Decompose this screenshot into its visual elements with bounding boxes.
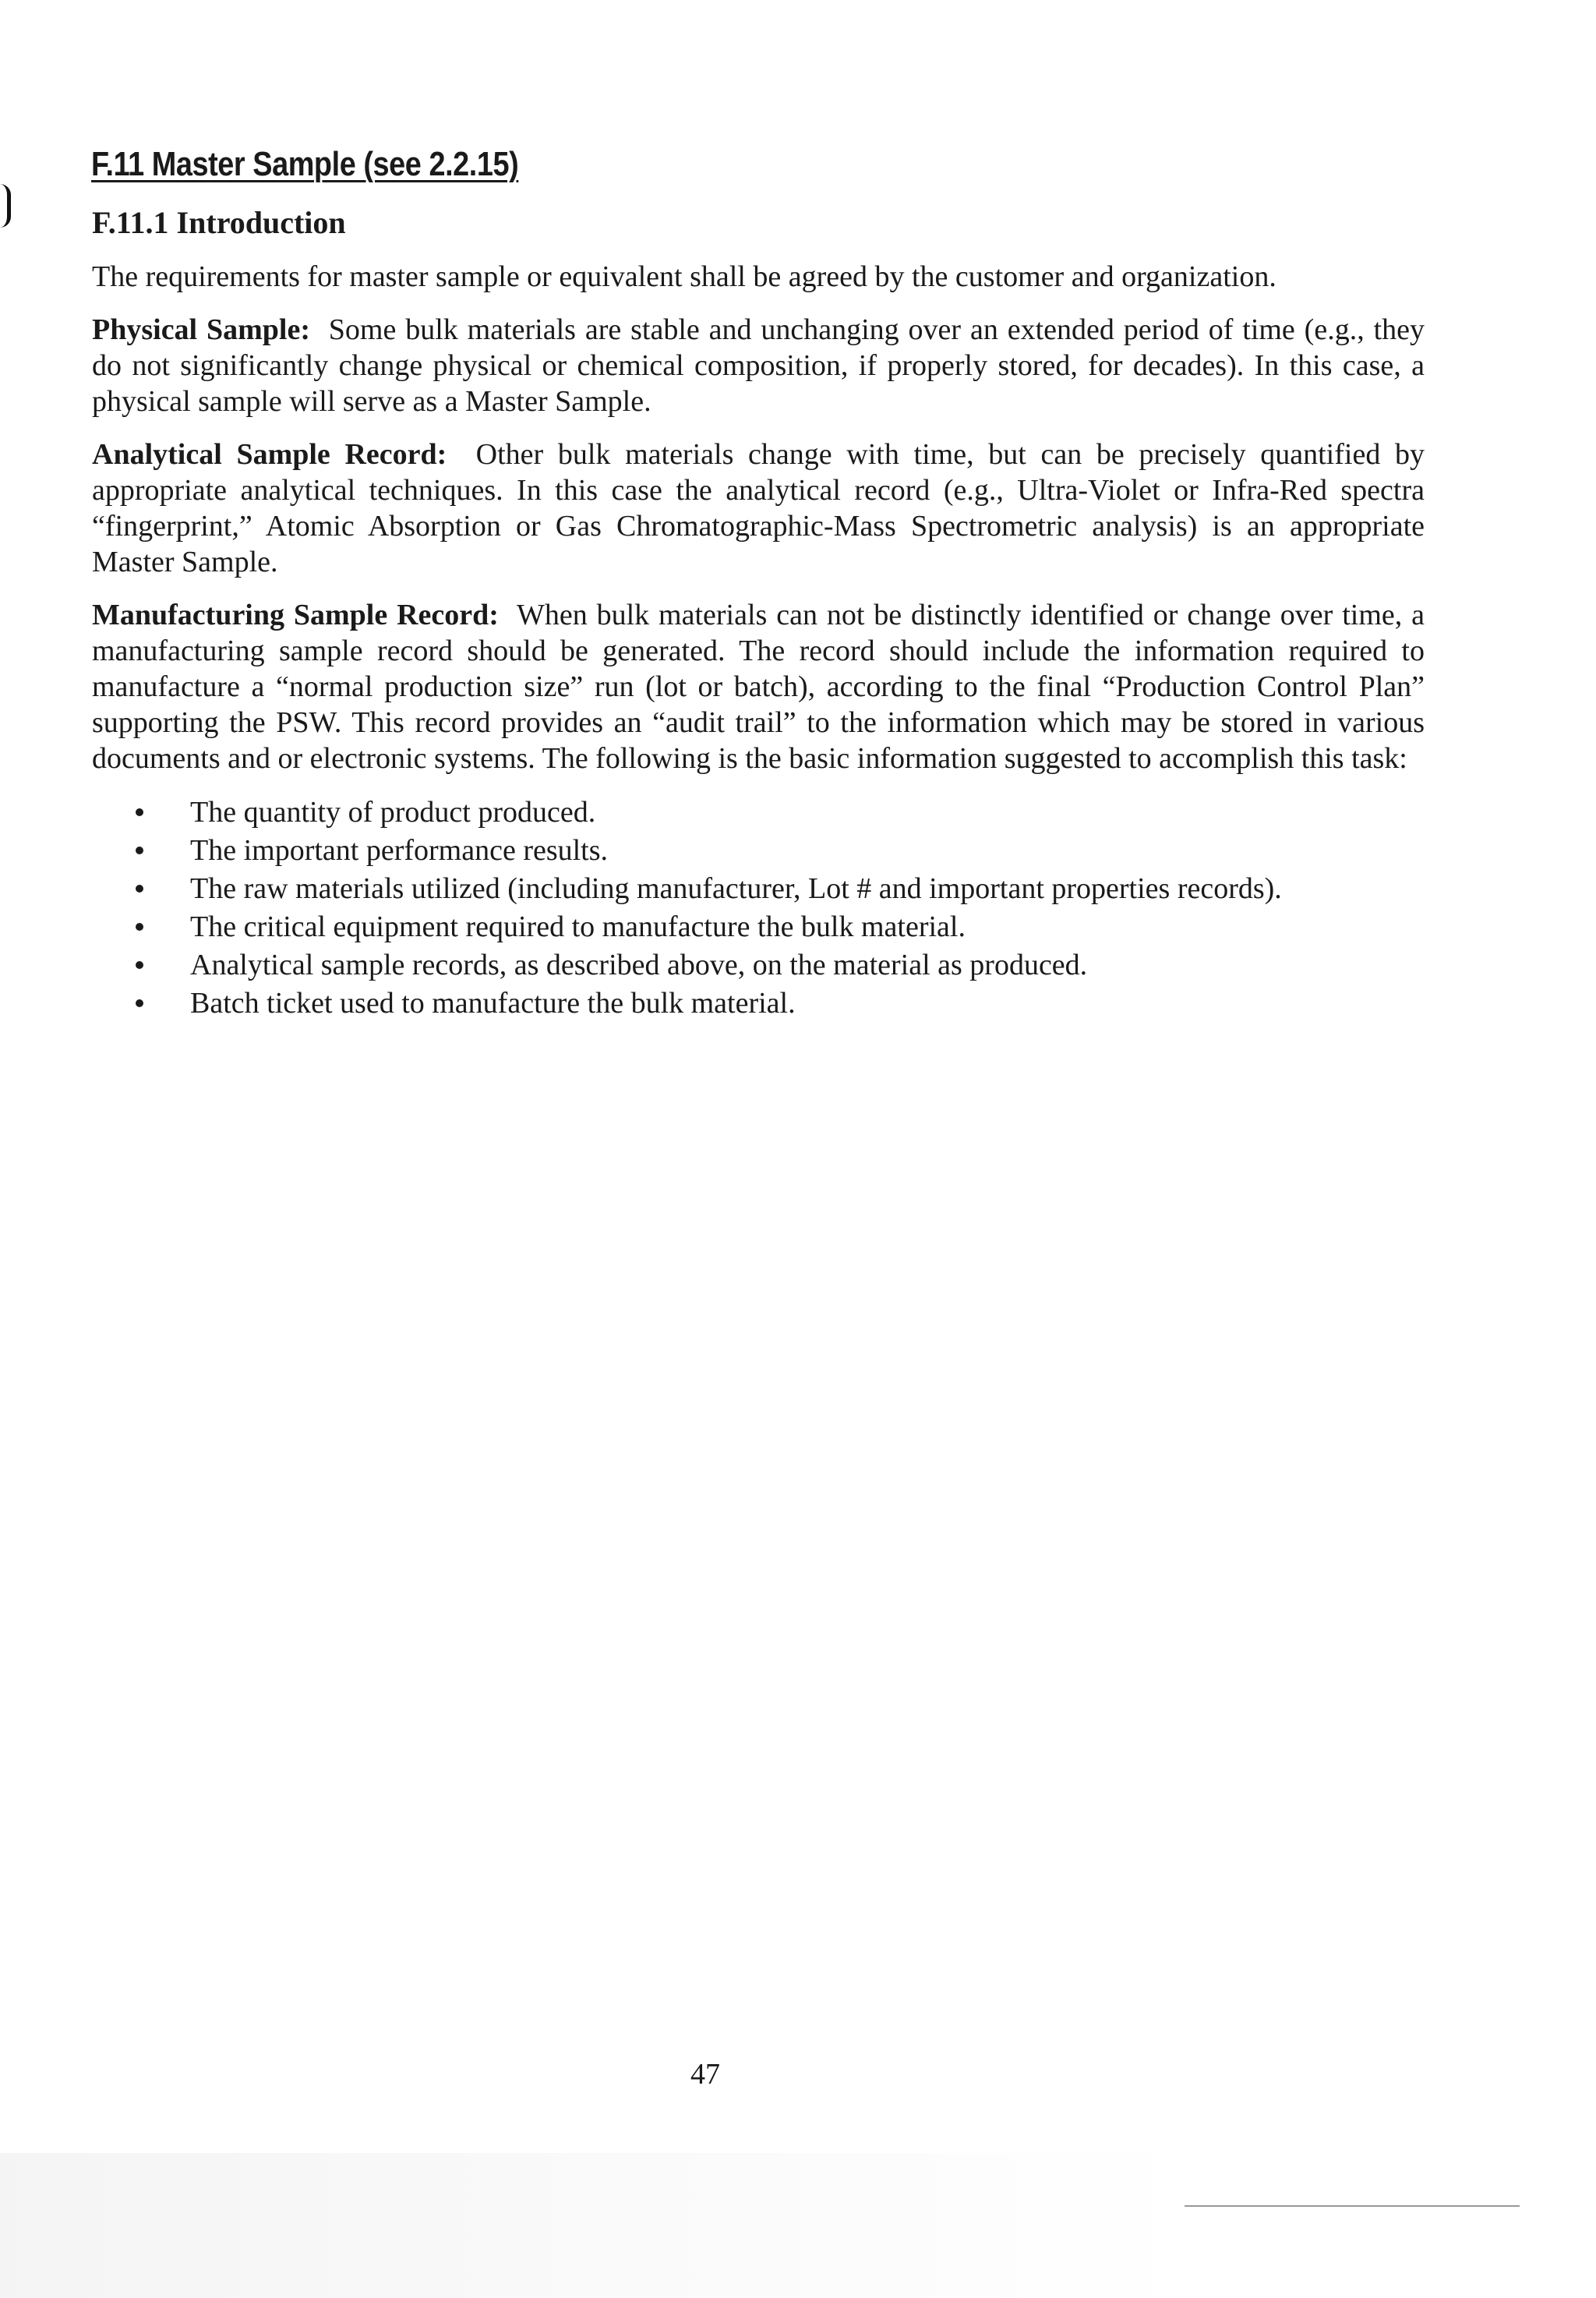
- paragraph-requirements: [92, 259, 1425, 295]
- section-heading: F.11 Master Sample (see 2.2.15): [91, 145, 519, 183]
- paragraph-physical-sample: [92, 312, 1425, 419]
- paragraph-lead: Analytical Sample Record:: [92, 438, 447, 471]
- document-body: [92, 201, 1425, 1023]
- list-item: [190, 985, 1425, 1023]
- bullet-icon: [136, 885, 143, 893]
- paragraph-analytical-sample-record: [92, 437, 1425, 580]
- subsection-heading: F.11.1 Introduction: [92, 205, 346, 240]
- list-item-text: Batch ticket used to manufacture the bulk material.: [190, 987, 796, 1020]
- list-item: [190, 908, 1425, 946]
- bullet-list: [92, 794, 1425, 1023]
- paragraph-text: The requirements for master sample or equivalent shall be agreed by the customer and organization.: [92, 260, 1276, 293]
- paragraph-lead: Physical Sample:: [92, 313, 311, 346]
- list-item-text: Analytical sample records, as described above, on the material as produced.: [190, 949, 1088, 981]
- scan-edge-line: [1185, 2205, 1520, 2207]
- list-item: [190, 870, 1425, 908]
- bullet-icon: [136, 808, 143, 816]
- bullet-icon: [136, 847, 143, 854]
- list-item: [190, 832, 1425, 870]
- scan-shadow: [0, 2153, 1596, 2298]
- paragraph-lead: Manufacturing Sample Record:: [92, 599, 499, 631]
- list-item: [190, 794, 1425, 832]
- paragraph-text: Other bulk materials change with time, but can be precisely quantified by appropriate analytical techniques. In this case the analytical record (e.g., Ultra-Violet or Infra-Red spectra “fingerprint,” Atomic Absorption or Gas Chromatographic-Mass Spectrometric analysis) is an appropriate Master Sample.: [92, 438, 1425, 578]
- paragraph-text: Some bulk materials are stable and unchanging over an extended period of time (e.g., they do not significantly change physical or chemical composition, if properly stored, for decades). In this case, a physical sample will serve as a Master Sample.: [92, 313, 1425, 418]
- binding-edge-mark: [0, 184, 11, 228]
- list-item-text: The critical equipment required to manufacture the bulk material.: [190, 910, 966, 943]
- list-item-text: The quantity of product produced.: [190, 796, 596, 829]
- page-number: 47: [690, 2058, 720, 2091]
- paragraph-text: When bulk materials can not be distinctly identified or change over time, a manufacturing sample record should be generated. The record should include the information required to manufacture a “normal production size” run (lot or batch), according to the final “Production Control Plan” supporting the PSW. This record provides an “audit trail” to the information which may be stored in various documents and or electronic systems. The following is the basic information suggested to accomplish this task:: [92, 599, 1425, 775]
- list-item-text: The raw materials utilized (including manufacturer, Lot # and important properties records).: [190, 872, 1282, 905]
- bullet-icon: [136, 961, 143, 969]
- bullet-icon: [136, 923, 143, 931]
- bullet-icon: [136, 999, 143, 1007]
- paragraph-manufacturing-sample-record: [92, 597, 1425, 776]
- list-item: [190, 946, 1425, 985]
- list-item-text: The important performance results.: [190, 834, 609, 867]
